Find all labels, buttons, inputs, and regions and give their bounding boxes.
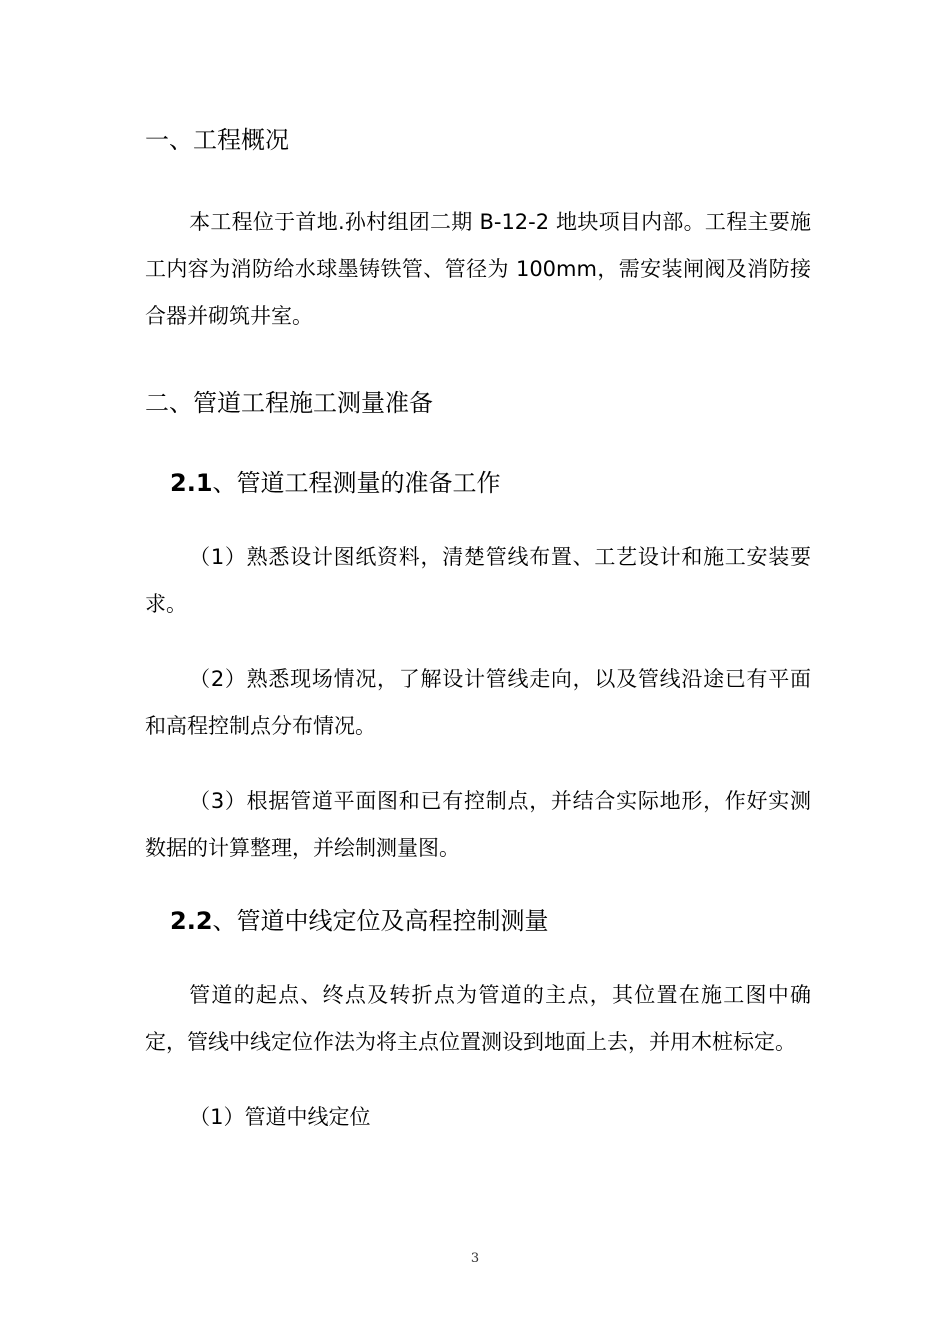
subsection-heading-2-1 (170, 466, 501, 500)
subsection-title: 、管道工程测量的准备工作 (212, 469, 501, 497)
subsection-number: 2.2 (170, 907, 213, 935)
subsection-title: 、管道中线定位及高程控制测量 (212, 907, 549, 935)
page-number: 3 (470, 1251, 480, 1266)
section-heading-survey-prep: 二、管道工程施工测量准备 (145, 389, 433, 417)
body-paragraph: 管道的起点、终点及转折点为管道的主点，其位置在施工图中确定，管线中线定位作法为将主点位置测设到地面上去，并用木桩标定。 (145, 983, 811, 1054)
list-item-paragraph: （3）根据管道平面图和已有控制点，并结合实际地形，作好实测数据的计算整理，并绘制测量图。 (145, 789, 811, 860)
overview-paragraph: 本工程位于首地.孙村组团二期 B-12-2 地块项目内部。工程主要施工内容为消防给水球墨铸铁管、管径为 100mm，需安装闸阀及消防接合器并砌筑井室。 (145, 210, 811, 328)
section-heading-overview: 一、工程概况 (145, 126, 289, 154)
list-item-paragraph: （2）熟悉现场情况，了解设计管线走向，以及管线沿途已有平面和高程控制点分布情况。 (145, 667, 811, 738)
list-item-paragraph: （1）管道中线定位 (189, 1105, 371, 1129)
subsection-number: 2.1 (170, 469, 213, 497)
subsection-heading-2-2 (170, 904, 549, 938)
list-item-paragraph: （1）熟悉设计图纸资料，清楚管线布置、工艺设计和施工安装要求。 (145, 545, 811, 616)
